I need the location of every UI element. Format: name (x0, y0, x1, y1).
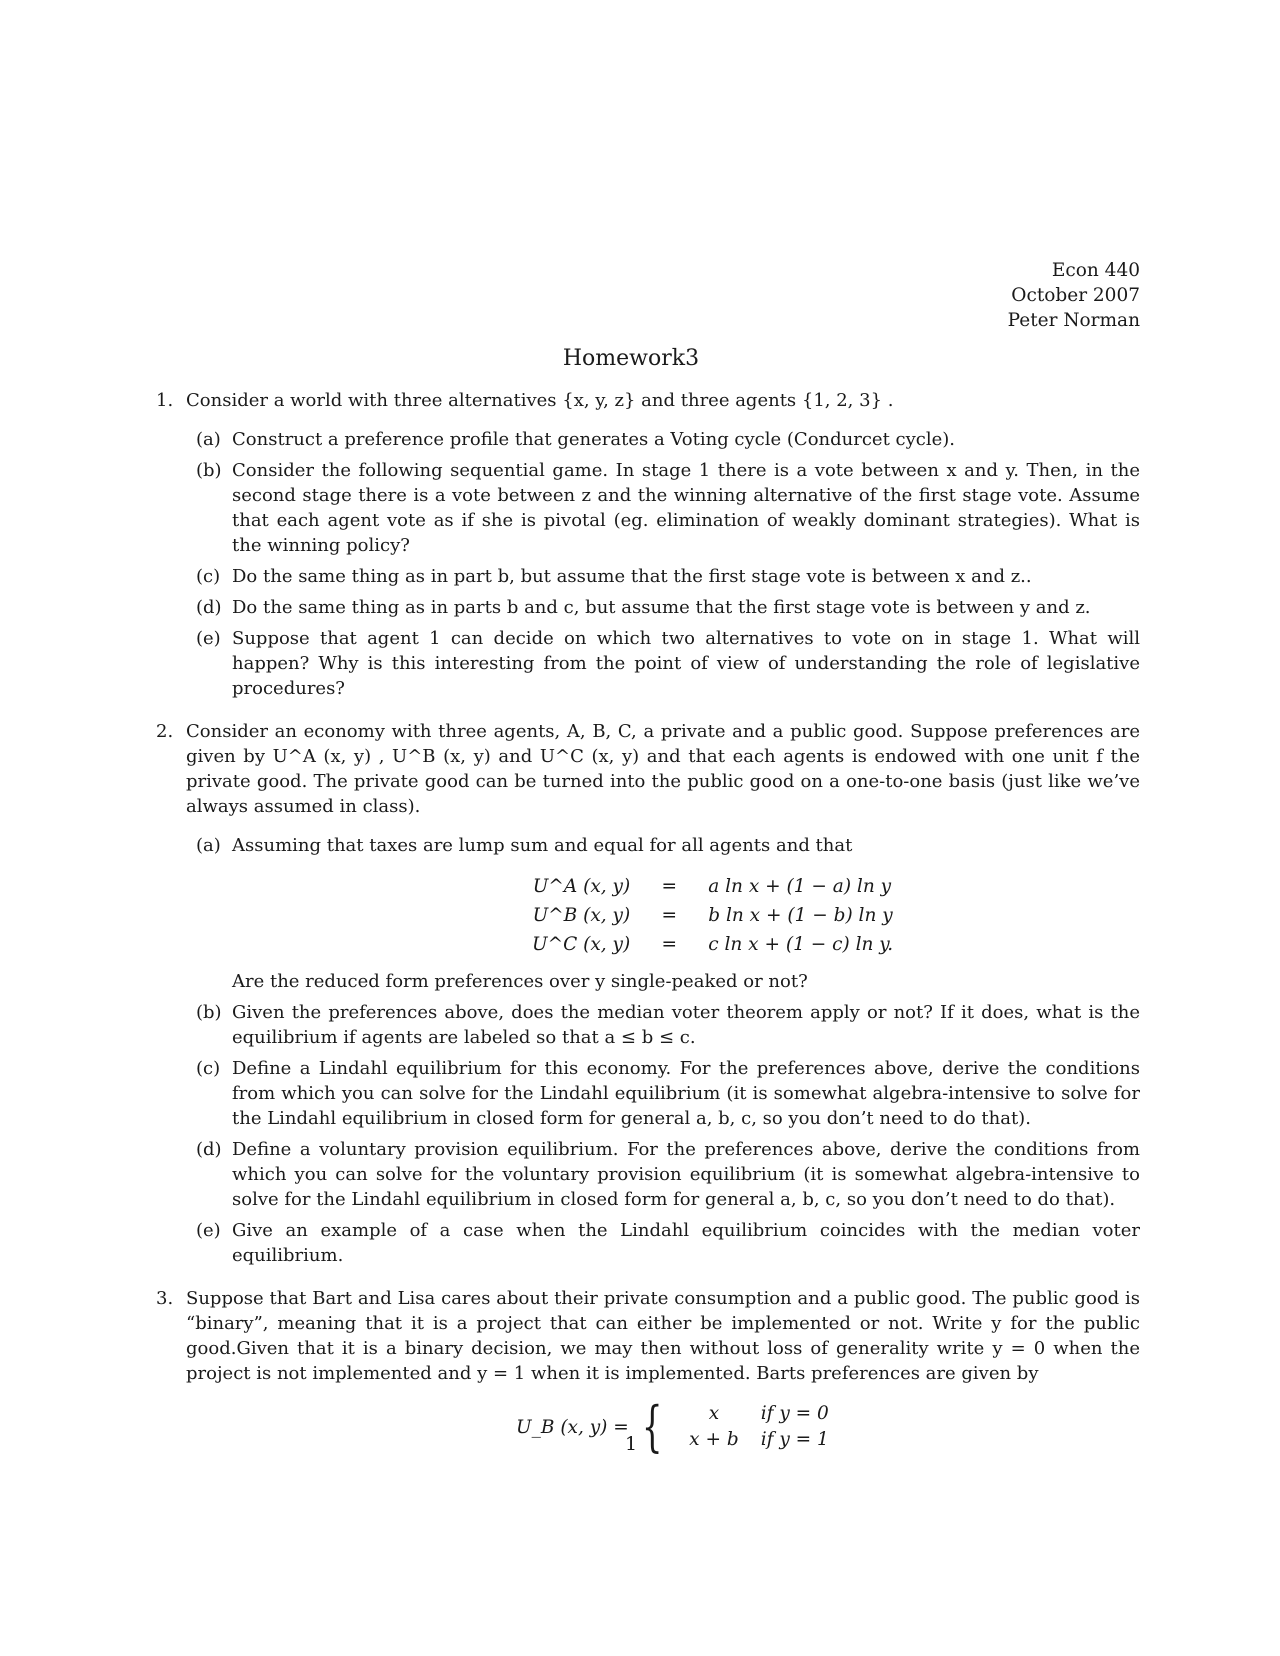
subpart-a (186, 833, 1140, 994)
subpart-text: Suppose that agent 1 can decide on which two alternatives to vote on in stage 1. What will happen? Why is this interesting from the point of view of understanding the role of legislative procedures? (232, 628, 1140, 699)
subpart-text: Given the preferences above, does the median voter theorem apply or not? If it does, what is the equilibrium if agents are labeled so that a ≤ b ≤ c. (232, 1002, 1140, 1048)
case-condition: if y = 0 (760, 1403, 829, 1424)
subpart-label: (d) (196, 597, 222, 618)
equation-rhs: a ln x + (1 − a) ln y (708, 876, 892, 897)
subpart-d (186, 1137, 1140, 1212)
course-code: Econ 440 (1051, 260, 1140, 281)
case-condition: if y = 1 (760, 1429, 829, 1450)
subpart-c (186, 1056, 1140, 1131)
question-2 (152, 719, 1140, 1268)
subpart-label: (c) (196, 1058, 221, 1079)
equation-lhs: U_B (x, y) = (516, 1416, 629, 1438)
subpart-d (186, 595, 1140, 620)
question-1 (152, 388, 1140, 701)
page-number: 1 (624, 1433, 638, 1455)
subpart-label: (b) (196, 1002, 222, 1023)
equation-row (522, 872, 903, 901)
equation-row (522, 901, 903, 930)
subpart-text: Do the same thing as in parts b and c, but assume that the first stage vote is between y and z. (232, 597, 1091, 618)
questions (152, 388, 1140, 1472)
date: October 2007 (1011, 285, 1140, 306)
subpart-text: Do the same thing as in part b, but assume that the first stage vote is between x and z.. (232, 566, 1032, 587)
subpart-question: Are the reduced form preferences over y single-peaked or not? (232, 971, 808, 992)
question-number: 1. (156, 390, 174, 411)
equation-sign: = (661, 876, 677, 897)
subpart-a (186, 427, 1140, 452)
equation-lhs: U^B (x, y) (532, 905, 631, 926)
question-number: 2. (156, 721, 174, 742)
equation-lhs: U^A (x, y) (532, 876, 631, 897)
subparts-list (186, 427, 1140, 701)
subpart-text: Define a voluntary provision equilibrium. For the preferences above, derive the conditions from which you can solve for the voluntary provision equilibrium (it is somewhat algebra-intensive to solve for the Lindahl equilibrium in closed form for general a, b, c, so you don’t need to do that). (232, 1139, 1140, 1210)
subpart-label: (c) (196, 566, 221, 587)
subparts-list (186, 833, 1140, 1268)
question-number: 3. (156, 1288, 174, 1309)
subpart-label: (a) (196, 835, 221, 856)
subpart-text: Construct a preference profile that generates a Voting cycle (Condurcet cycle). (232, 429, 956, 450)
subpart-b (186, 1000, 1140, 1050)
subpart-c (186, 564, 1140, 589)
equation-rhs: b ln x + (1 − b) ln y (708, 905, 893, 926)
subpart-text: Consider the following sequential game. In stage 1 there is a vote between x and y. Then, in the second stage there is a vote between z and the winning alternative of the first stage vote. Assume that each agent vote as if she is pivotal (eg. elimination of weakly dominant strategies). What is the winning policy? (232, 460, 1140, 556)
equation-sign: = (661, 905, 677, 926)
question-stem: Consider a world with three alternatives {x, y, z} and three agents {1, 2, 3} . (186, 390, 894, 411)
subpart-b (186, 458, 1140, 558)
subpart-text: Assuming that taxes are lump sum and equal for all agents and that (232, 835, 853, 856)
page-title: Homework3 (562, 346, 700, 371)
subpart-e (186, 1218, 1140, 1268)
equation-row (522, 930, 903, 959)
equation-rhs: c ln x + (1 − c) ln y. (708, 934, 894, 955)
question-stem: Consider an economy with three agents, A, B, C, a private and a public good. Suppose preferences are given by U^A (x, y) , U^B (x, y) and U^C (x, y) and that each agents is endowed with one unit f the private good. The private good can be turned into the public good on a one-to-one basis (just like we’ve always assumed in class). (186, 721, 1140, 817)
subpart-text: Give an example of a case when the Lindahl equilibrium coincides with the median voter equilibrium. (232, 1220, 1140, 1266)
subpart-label: (b) (196, 460, 222, 481)
header-block (1008, 258, 1140, 333)
case-row (679, 1402, 839, 1426)
equation-sign: = (661, 934, 677, 955)
left-brace-icon: { (641, 1395, 663, 1458)
question-3 (152, 1286, 1140, 1458)
subpart-label: (e) (196, 628, 221, 649)
subpart-text: Define a Lindahl equilibrium for this economy. For the preferences above, derive the conditions from which you can solve for the Lindahl equilibrium (it is somewhat algebra-intensive to solve for the Lindahl equilibrium in closed form for general a, b, c, so you don’t need to do that). (232, 1058, 1140, 1129)
subpart-label: (d) (196, 1139, 222, 1160)
case-value: x (708, 1403, 720, 1424)
subpart-e (186, 626, 1140, 701)
subpart-label: (a) (196, 429, 221, 450)
equation-lhs: U^C (x, y) (532, 934, 631, 955)
question-stem: Suppose that Bart and Lisa cares about their private consumption and a public good. The public good is “binary”, meaning that it is a project that can either be implemented or not. Write y for the public good.Given that it is a binary decision, we may then without loss of generality write y = 0 when the project is not implemented and y = 1 when it is implemented. Barts preferences are given by (186, 1288, 1140, 1384)
subpart-label: (e) (196, 1220, 221, 1241)
author-name: Peter Norman (1007, 310, 1140, 331)
utility-equations (522, 872, 903, 959)
case-value: x + b (689, 1429, 739, 1450)
